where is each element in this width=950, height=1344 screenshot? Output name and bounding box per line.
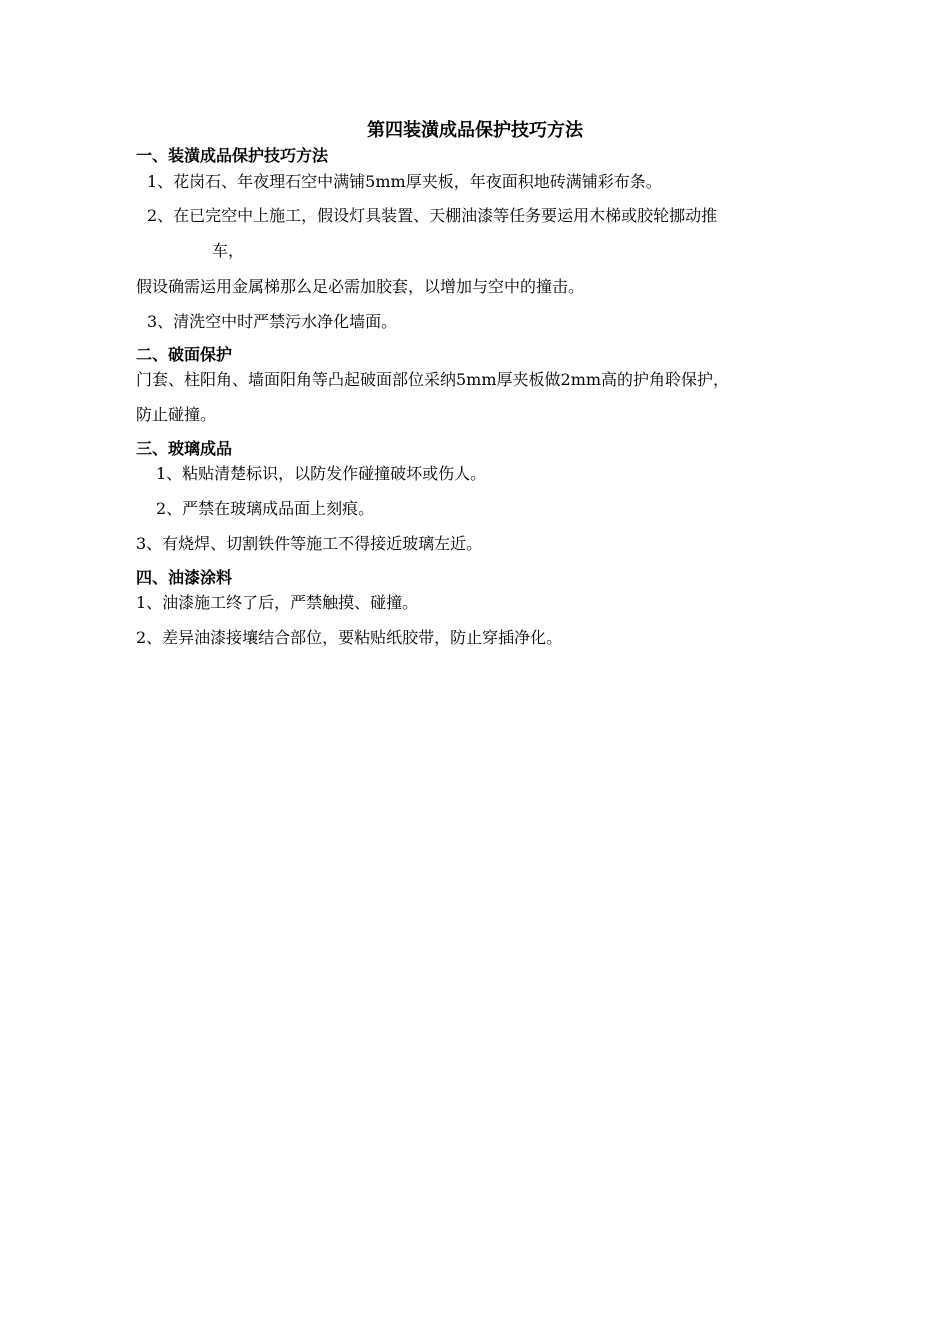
document-title: 第四装潢成品保护技巧方法	[367, 120, 583, 141]
paragraph-line: 1、粘贴清楚标识，以防发作碰撞破坏或伤人。	[156, 464, 487, 483]
paragraph-line: 门套、柱阳角、墙面阳角等凸起破面部位采纳5mm厚夹板做2mm高的护角聆保护，	[136, 370, 730, 389]
section-heading: 三、玻璃成品	[136, 439, 233, 458]
paragraph-line: 2、差异油漆接壤结合部位，要粘贴纸胶带，防止穿插净化。	[136, 628, 563, 647]
paragraph-line: 2、在已完空中上施工，假设灯具装置、天棚油漆等任务要运用木梯或胶轮挪动推	[147, 206, 718, 225]
paragraph-line: 1、花岗石、年夜理石空中满铺5mm厚夹板，年夜面积地砖满铺彩布条。	[147, 172, 662, 191]
paragraph-line: 3、清洗空中时严禁污水净化墙面。	[147, 312, 398, 331]
section-heading: 一、装潢成品保护技巧方法	[136, 146, 329, 165]
section-heading: 四、油漆涂料	[136, 568, 233, 587]
paragraph-line: 防止碰撞。	[136, 405, 217, 424]
paragraph-line: 车，	[212, 241, 245, 260]
paragraph-line: 2、严禁在玻璃成品面上刻痕。	[156, 499, 375, 518]
paragraph-line: 假设确需运用金属梯那么足必需加胶套，以增加与空中的撞击。	[136, 277, 585, 296]
paragraph-line: 3、有烧焊、切割铁件等施工不得接近玻璃左近。	[136, 534, 483, 553]
section-heading: 二、破面保护	[136, 345, 233, 364]
paragraph-line: 1、油漆施工终了后，严禁触摸、碰撞。	[136, 593, 419, 612]
